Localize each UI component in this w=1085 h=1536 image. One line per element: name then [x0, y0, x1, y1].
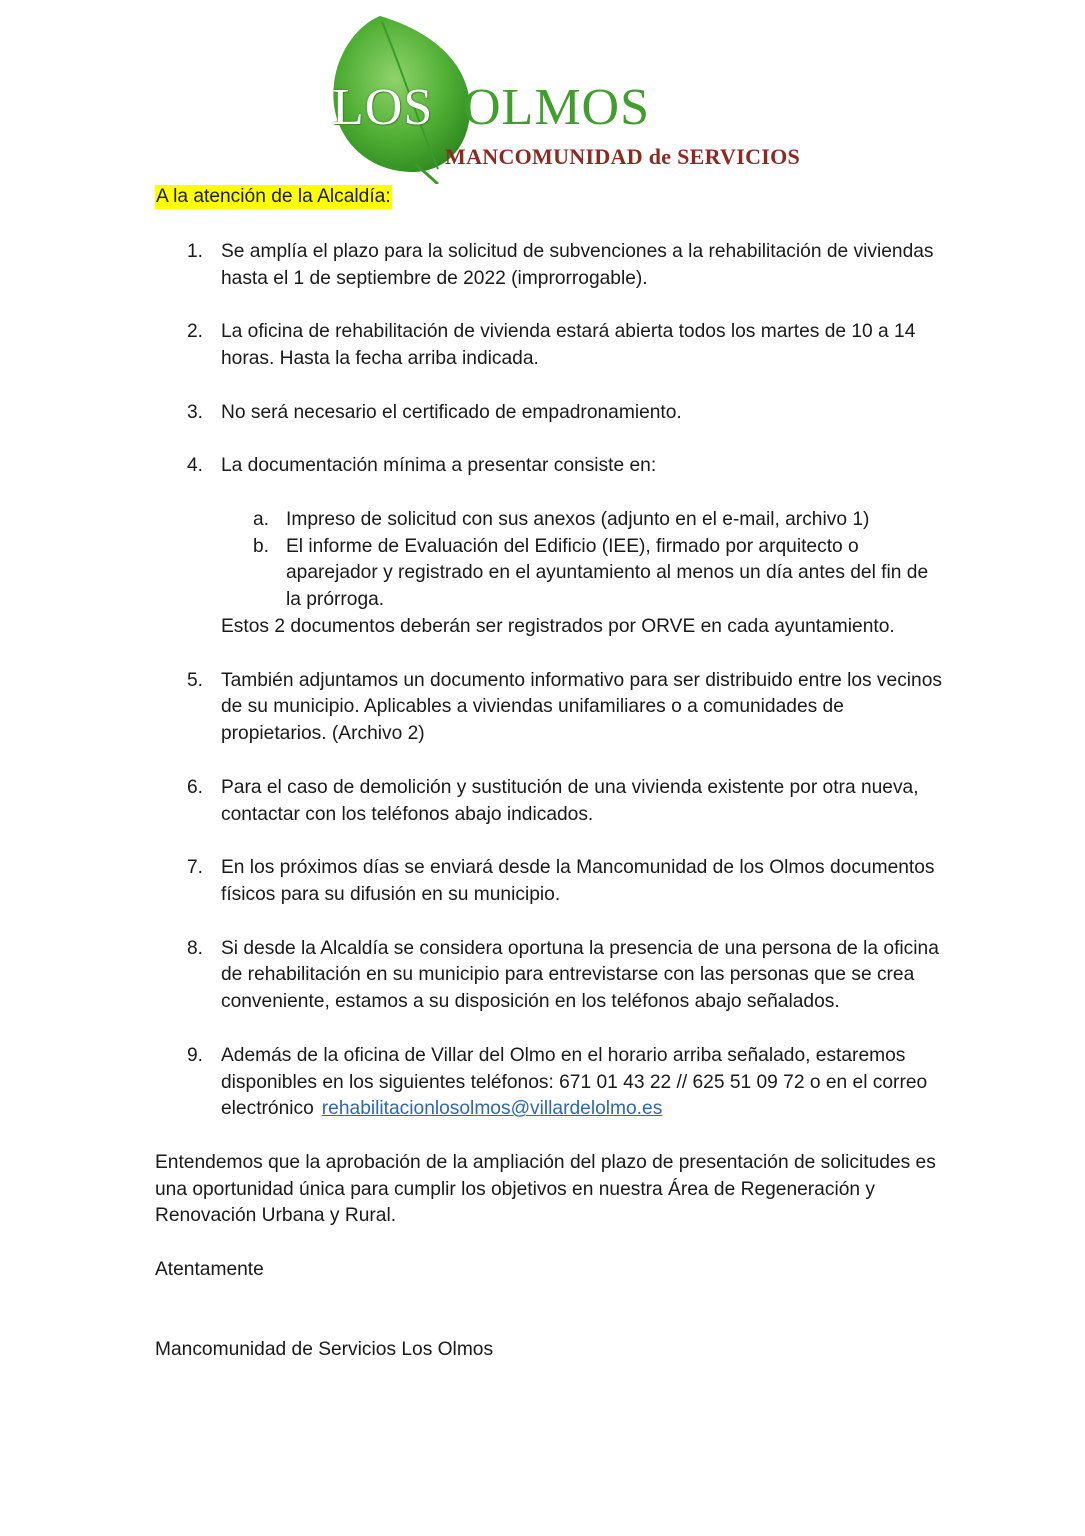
item-text: La oficina de rehabilitación de vivienda estará abierta todos los martes de 10 a 14 horas. Hasta la fecha arriba indicada.	[221, 321, 916, 369]
item-text: Para el caso de demolición y sustitución de una vivienda existente por otra nueva, contactar con los teléfonos abajo indicados.	[221, 776, 919, 825]
list-item	[155, 239, 945, 293]
email-link[interactable]: rehabilitacionlosolmos@villardelolmo.es	[321, 1098, 663, 1120]
attention-line: A la atención de la Alcaldía:	[156, 186, 391, 207]
list-item	[155, 936, 945, 1016]
item-number: 9.	[187, 1044, 204, 1066]
logo-los-text: LOS	[332, 79, 434, 136]
item-text: Además de la oficina de Villar del Olmo en el horario arriba señalado, estaremos disponibles en los siguientes teléfonos: 671 01 43 22 // 625 51 09 72 o en el correo electrónico	[221, 1044, 928, 1120]
closing-paragraph: Entendemos que la aprobación de la ampliación del plazo de presentación de solicitudes es una oportunidad única para cumplir los objetivos en nuestra Área de Regeneración y Renovación Urbana y Rural.	[155, 1151, 936, 1227]
logo-olmos-text: OLMOS	[463, 79, 651, 136]
sub-item-text: Impreso de solicitud con sus anexos (adjunto en el e-mail, archivo 1)	[286, 508, 870, 530]
list-item	[155, 775, 945, 829]
sub-item-letter: b.	[253, 535, 270, 557]
item-number: 6.	[187, 776, 204, 798]
sub-list	[221, 507, 945, 614]
list-item	[155, 453, 945, 641]
list-item	[155, 855, 945, 909]
signature: Mancomunidad de Servicios Los Olmos	[155, 1339, 494, 1361]
item-text: La documentación mínima a presentar consiste en:	[221, 455, 657, 477]
sub-list-item	[221, 534, 945, 614]
item-number: 1.	[187, 240, 204, 262]
item-note: Estos 2 documentos deberán ser registrados por ORVE en cada ayuntamiento.	[221, 615, 895, 637]
item-number: 3.	[187, 401, 204, 423]
item-text: Si desde la Alcaldía se considera oportuna la presencia de una persona de la oficina de rehabilitación en su municipio para entrevistarse con las personas que se crea conveniente, estamos a su disposición en los teléfonos abajo señalados.	[221, 937, 939, 1013]
letter-body	[155, 184, 945, 1364]
logo-mancomunidad-text: MANCOMUNIDAD de SERVICIOS	[445, 144, 801, 169]
list-item	[155, 319, 945, 373]
item-number: 2.	[187, 321, 204, 343]
item-number: 8.	[187, 937, 204, 959]
sub-item-letter: a.	[253, 508, 270, 530]
list-item	[155, 1043, 945, 1123]
numbered-list	[155, 239, 945, 1123]
item-text: Se amplía el plazo para la solicitud de subvenciones a la rehabilitación de viviendas hasta el 1 de septiembre de 2022 (improrrogable).	[221, 240, 934, 289]
salutation: Atentamente	[155, 1259, 264, 1281]
item-number: 7.	[187, 857, 204, 879]
item-text: También adjuntamos un documento informativo para ser distribuido entre los vecinos de su municipio. Aplicables a viviendas unifamiliares o a comunidades de propietarios. (Archivo 2)	[221, 669, 942, 745]
sub-list-item	[221, 507, 945, 534]
item-text: En los próximos días se enviará desde la Mancomunidad de los Olmos documentos físicos para su difusión en su municipio.	[221, 857, 935, 905]
item-number: 5.	[187, 669, 204, 691]
item-text: No será necesario el certificado de empadronamiento.	[221, 401, 682, 423]
logo	[320, 14, 840, 184]
item-number: 4.	[187, 455, 204, 477]
list-item	[155, 668, 945, 748]
sub-item-text: El informe de Evaluación del Edificio (IEE), firmado por arquitecto o aparejador y registrado en el ayuntamiento al menos un día antes del fin de la prórroga.	[286, 535, 929, 611]
list-item	[155, 400, 945, 427]
